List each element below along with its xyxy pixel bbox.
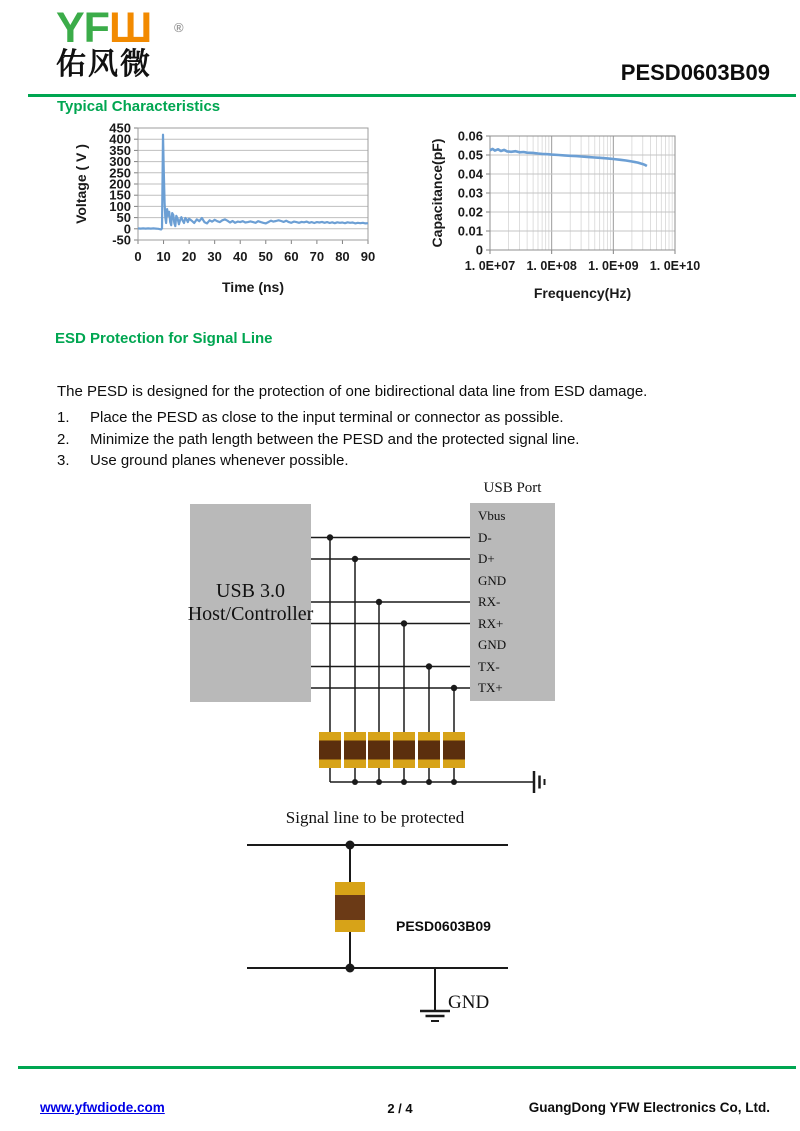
host-box-label-line2: Host/Controller: [187, 603, 314, 625]
logo-w-icon: Ш: [108, 4, 152, 52]
list-text: Use ground planes whenever possible.: [90, 452, 349, 469]
usb-pin-label: TX-: [478, 658, 500, 674]
y-tick-label: 350: [109, 142, 131, 158]
x-axis-title: Frequency(Hz): [533, 285, 632, 301]
esd-component-terminal: [319, 760, 341, 769]
y-tick-label: 0: [123, 221, 131, 237]
x-tick-label: 90: [360, 249, 376, 264]
usb-pin-label: Vbus: [478, 508, 506, 523]
intro-text: The PESD is designed for the protection of one bidirectional data line from ESD damage.: [57, 383, 648, 400]
pesd-component-terminal: [335, 882, 365, 895]
y-tick-label: 0: [475, 242, 483, 258]
logo-yf-text: YF: [56, 4, 109, 52]
gnd-label: GND: [448, 992, 490, 1013]
esd-component-terminal: [368, 760, 390, 769]
x-tick-label: 1. 0E+07: [464, 259, 516, 273]
esd-component-body: [319, 741, 341, 760]
page-number: 2 / 4: [387, 1101, 413, 1116]
pesd-part-label: PESD0603B09: [396, 918, 491, 934]
usb-host-controller-box: [187, 504, 314, 702]
y-tick-label: 450: [109, 120, 131, 136]
logo-chinese-name: 佑风微: [56, 48, 152, 81]
esd-component-body: [368, 741, 390, 760]
y-tick-label: 100: [109, 198, 131, 214]
list-item-3: [57, 450, 757, 472]
part-number: PESD0603B09: [620, 60, 770, 85]
yfw-logo: [56, 4, 183, 82]
esd-component-terminal: [319, 732, 341, 741]
y-tick-label: 0.02: [457, 204, 483, 220]
x-tick-label: 60: [284, 249, 299, 264]
usb-pin-label: D+: [478, 551, 495, 566]
x-tick-label: 70: [309, 249, 325, 264]
x-tick-label: 1. 0E+09: [588, 259, 639, 273]
y-tick-label: 200: [109, 176, 131, 192]
y-tick-label: 300: [109, 154, 131, 170]
body-text: [57, 383, 757, 472]
list-item-1: [57, 407, 757, 429]
junction-dot: [346, 964, 355, 973]
voltage-series-line: [138, 135, 368, 230]
x-tick-label: 80: [335, 249, 350, 264]
host-box-label-line1: USB 3.0: [216, 580, 285, 602]
x-tick-label: 1. 0E+10: [649, 259, 701, 273]
y-tick-label: 50: [116, 210, 131, 226]
company-name: GuangDong YFW Electronics Co, Ltd.: [528, 1100, 770, 1115]
usb-pin-label: RX+: [478, 615, 504, 631]
y-tick-label: -50: [112, 232, 131, 248]
logo-wordmark: [56, 4, 183, 52]
y-axis-title: Voltage ( V ): [73, 144, 89, 224]
usb-pin-label: GND: [478, 637, 507, 652]
list-number: 1.: [57, 409, 70, 426]
list-number: 3.: [57, 452, 70, 469]
esd-component-terminal: [443, 732, 465, 741]
y-tick-label: 150: [109, 187, 131, 203]
esd-component-body: [393, 741, 415, 760]
x-tick-label: 30: [207, 249, 222, 264]
usb-pin-label: TX+: [478, 680, 503, 695]
usb-port-title: USB Port: [483, 480, 542, 496]
voltage-time-chart: [70, 116, 405, 308]
esd-component-terminal: [368, 732, 390, 741]
esd-component-body: [344, 741, 366, 760]
y-tick-label: 0.05: [457, 147, 483, 163]
x-tick-label: 10: [156, 249, 171, 264]
y-tick-label: 0.06: [457, 128, 483, 144]
signal-line-title: Signal line to be protected: [285, 808, 465, 827]
x-tick-label: 20: [181, 249, 197, 264]
signal-line-diagram: [0, 800, 800, 1035]
footer-rule: [18, 1066, 796, 1069]
esd-component-terminal: [443, 760, 465, 769]
x-axis-title: Time (ns): [222, 279, 284, 295]
esd-component-terminal: [393, 760, 415, 769]
capacitance-frequency-chart: [428, 116, 748, 316]
y-tick-label: 400: [109, 131, 131, 147]
x-tick-label: 1. 0E+08: [526, 259, 577, 273]
pesd-component-terminal: [335, 920, 365, 932]
list-text: Place the PESD as close to the input terminal or connector as possible.: [90, 409, 564, 426]
capacitance-series-line: [490, 149, 647, 166]
esd-component-terminal: [344, 760, 366, 769]
esd-component-body: [418, 741, 440, 760]
esd-component-terminal: [393, 732, 415, 741]
header-rule: [28, 94, 796, 97]
list-text: Minimize the path length between the PESD and the protected signal line.: [90, 430, 580, 448]
section-title-esd-protection: ESD Protection for Signal Line: [55, 330, 273, 347]
registered-trademark-icon: ®: [174, 20, 183, 35]
esd-component-terminal: [418, 760, 440, 769]
y-tick-label: 250: [109, 165, 131, 181]
list-item-2: [57, 429, 757, 451]
x-tick-label: 50: [258, 249, 274, 264]
y-tick-label: 0.01: [457, 223, 483, 239]
usb-pin-label: D-: [478, 529, 492, 545]
x-tick-label: 0: [134, 249, 142, 264]
esd-component-terminal: [344, 732, 366, 741]
x-tick-label: 40: [232, 249, 248, 264]
esd-component-body: [443, 741, 465, 760]
website-link[interactable]: www.yfwdiode.com: [40, 1100, 165, 1115]
pesd-component-body: [335, 895, 365, 920]
list-number: 2.: [57, 430, 70, 448]
y-axis-title: Capacitance(pF): [429, 138, 445, 248]
usb-application-diagram: [0, 470, 800, 800]
esd-component-terminal: [418, 732, 440, 741]
usb-pin-label: GND: [478, 572, 507, 588]
usb-diagram-wiring: [0, 470, 800, 800]
usb-pin-label: RX-: [478, 594, 501, 609]
y-tick-label: 0.04: [457, 166, 483, 182]
section-title-typical-characteristics: Typical Characteristics: [57, 98, 221, 115]
y-tick-label: 0.03: [457, 185, 483, 201]
